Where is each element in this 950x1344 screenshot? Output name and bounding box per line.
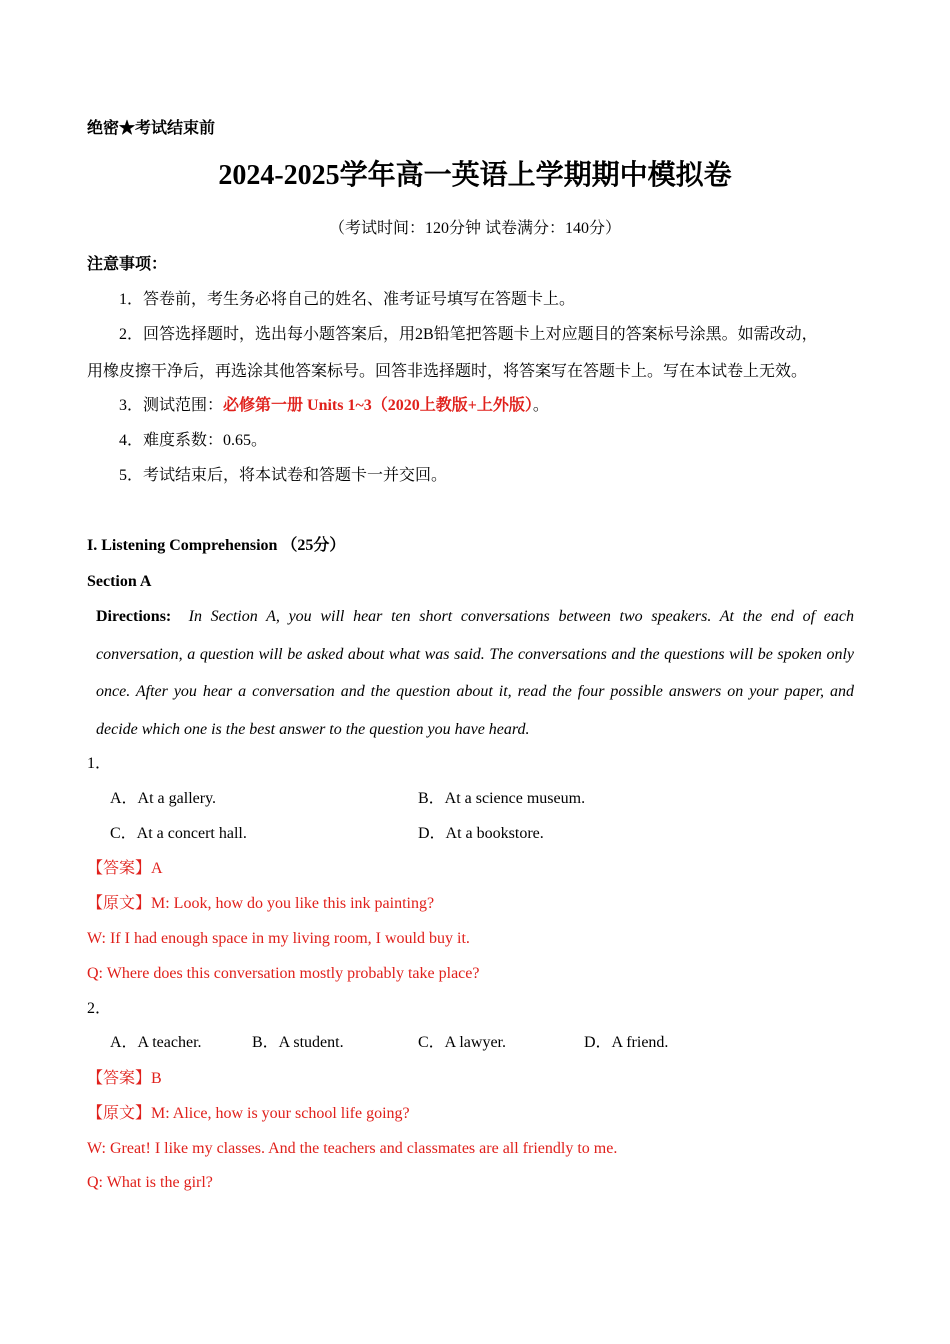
note-3-prefix: 3．测试范围：	[119, 397, 224, 414]
q1-script-line-2: W: If I had enough space in my living room, I would buy it.	[87, 930, 470, 947]
q2-option-c: C．A lawyer.	[418, 1034, 506, 1051]
question-2-number: 2．	[87, 1000, 112, 1017]
q2-option-a: A．A teacher.	[110, 1034, 202, 1051]
note-4: 4．难度系数：0.65。	[119, 432, 268, 449]
note-5: 5．考试结束后，将本试卷和答题卡一并交回。	[119, 467, 448, 484]
q2-option-b: B．A student.	[252, 1034, 344, 1051]
exam-title: 2024-2025学年高一英语上学期期中模拟卷	[218, 160, 732, 191]
q1-option-b: B．At a science museum.	[418, 790, 586, 807]
notes-heading: 注意事项：	[87, 256, 168, 273]
q2-script-line-3: Q: What is the girl?	[87, 1174, 213, 1191]
note-3-suffix: 。	[532, 397, 549, 414]
q2-option-d: D．A friend.	[584, 1034, 669, 1051]
note-2-line-1: 2．回答选择题时，选出每小题答案后，用2B铅笔把答题卡上对应题目的答案标号涂黑。如需改动，	[119, 326, 818, 343]
note-2-line-2: 用橡皮擦干净后，再选涂其他答案标号。回答非选择题时，将答案写在答题卡上。写在本试卷上无效。	[87, 363, 808, 380]
question-1-number: 1．	[87, 755, 112, 772]
q1-option-d: D．At a bookstore.	[418, 825, 544, 842]
confidential-label: 绝密★考试结束前	[87, 120, 216, 137]
exam-subtitle: （考试时间：120分钟 试卷满分：140分）	[328, 220, 621, 237]
directions	[96, 598, 854, 748]
note-1: 1．答卷前，考生务必将自己的姓名、准考证号填写在答题卡上。	[119, 291, 576, 308]
section-heading: I. Listening Comprehension （25分）	[87, 537, 346, 554]
section-a-heading: Section A	[87, 573, 152, 590]
q1-option-c: C．At a concert hall.	[110, 825, 247, 842]
directions-text: In Section A, you will hear ten short conversations between two speakers. At the end of each conversation, a question will be asked about what was said. The conversations and the questions will be spoken only once. After you hear a conversation and the question about it, read the four possible answers on your paper, and decide which one is the best answer to the question you have heard.	[96, 608, 854, 738]
q2-answer: 【答案】B	[87, 1070, 162, 1087]
q2-script-line-2: W: Great! I like my classes. And the teachers and classmates are all friendly to me.	[87, 1140, 618, 1157]
q2-script-line-1: 【原文】M: Alice, how is your school life going?	[87, 1105, 410, 1122]
directions-label: Directions:	[96, 608, 172, 625]
q1-answer: 【答案】A	[87, 860, 163, 877]
q1-script-line-1: 【原文】M: Look, how do you like this ink painting?	[87, 895, 435, 912]
q1-option-a: A．At a gallery.	[110, 790, 217, 807]
q1-script-line-3: Q: Where does this conversation mostly probably take place?	[87, 965, 480, 982]
test-range: 必修第一册 Units 1~3（2020上教版+上外版）	[223, 397, 533, 414]
note-3	[119, 398, 549, 414]
